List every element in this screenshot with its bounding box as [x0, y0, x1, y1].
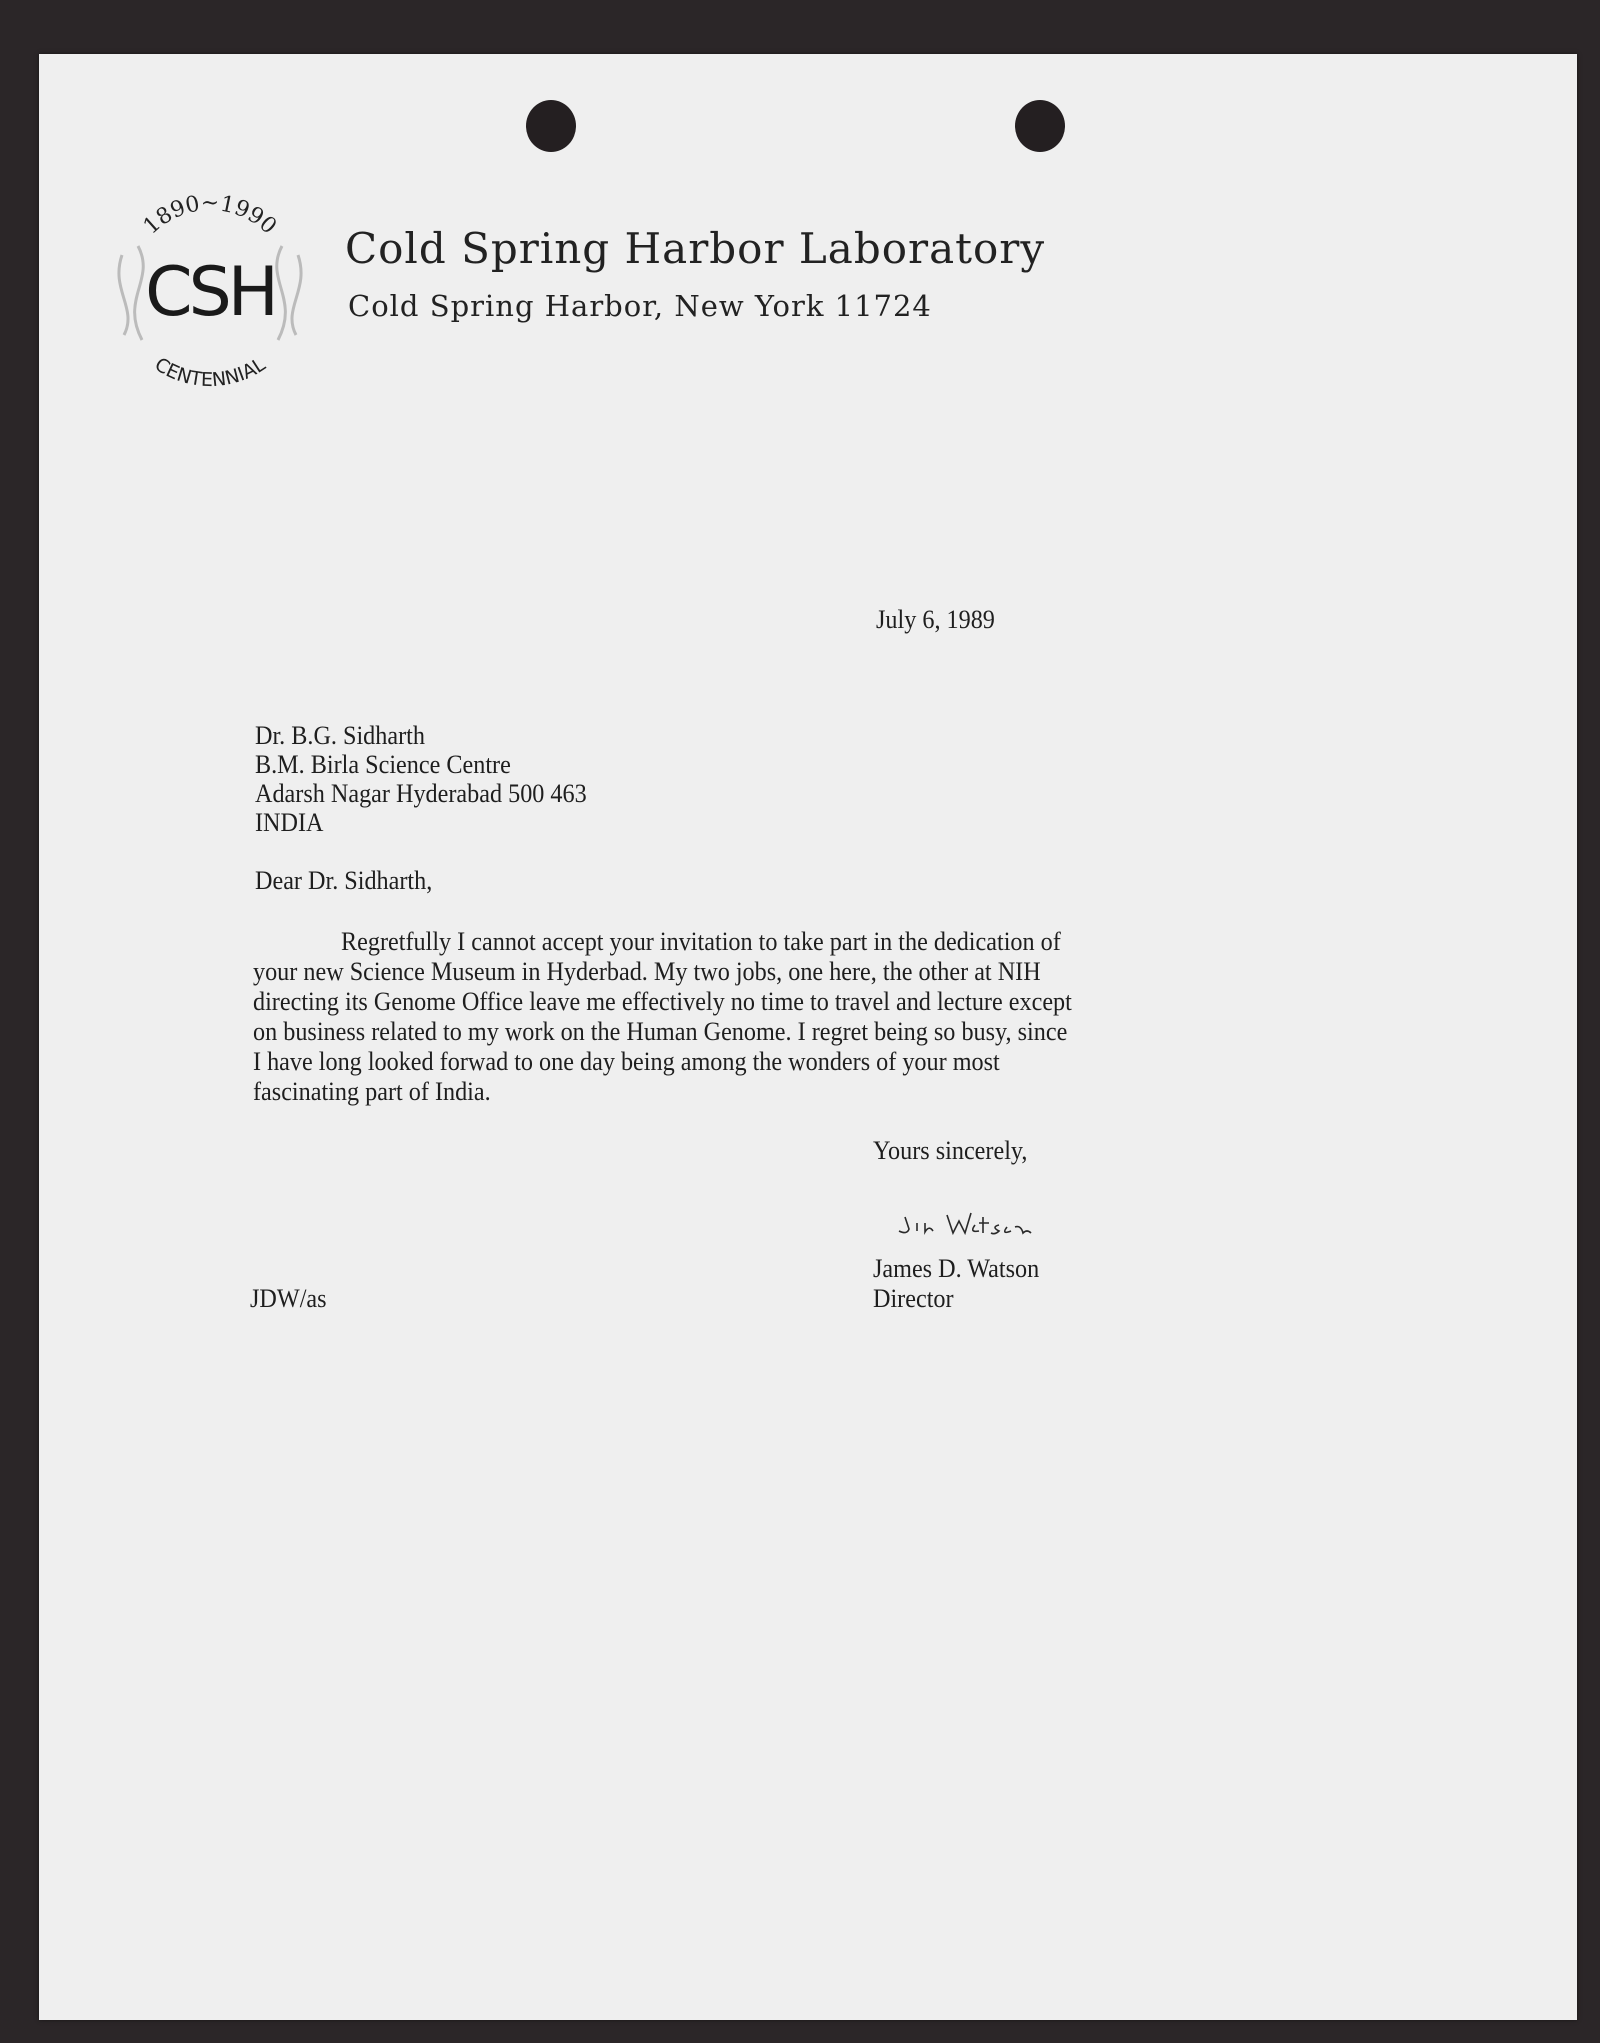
body-line: on business related to my work on the Human Genome. I regret being so busy, since [253, 1017, 1068, 1046]
recipient-line: Adarsh Nagar Hyderabad 500 463 [255, 779, 587, 808]
letter-date: July 6, 1989 [876, 605, 995, 634]
body-line: Regretfully I cannot accept your invitation to take part in the dedication of [341, 927, 1061, 956]
body-line: your new Science Museum in Hyderbad. My two jobs, one here, the other at NIH [253, 957, 1041, 986]
body-line: fascinating part of India. [253, 1077, 491, 1106]
recipient-line: Dr. B.G. Sidharth [255, 721, 425, 750]
reference-initials: JDW/as [250, 1284, 327, 1313]
svg-text:1890~1990 [139, 191, 281, 239]
logo-initials: CSH [145, 253, 275, 332]
svg-text:CENTENNIAL [151, 353, 270, 391]
organization-name: Cold Spring Harbor Laboratory [345, 224, 1046, 273]
recipient-line: B.M. Birla Science Centre [255, 750, 511, 779]
csh-centennial-logo [100, 180, 320, 400]
organization-address: Cold Spring Harbor, New York 11724 [348, 289, 932, 323]
punch-hole [1015, 100, 1065, 152]
signer-title: Director [873, 1284, 954, 1313]
logo-years: 1890~1990 [138, 191, 282, 240]
recipient-line: INDIA [255, 808, 324, 837]
closing: Yours sincerely, [873, 1136, 1028, 1165]
punch-hole [526, 100, 576, 152]
salutation: Dear Dr. Sidharth, [255, 866, 433, 895]
logo-word: CENTENNIAL [150, 353, 270, 392]
body-line: directing its Genome Office leave me effectively no time to travel and lecture except [253, 987, 1072, 1016]
signer-name: James D. Watson [873, 1254, 1040, 1283]
body-line: I have long looked forwad to one day being among the wonders of your most [253, 1047, 1000, 1076]
handwritten-signature [895, 1205, 1035, 1245]
